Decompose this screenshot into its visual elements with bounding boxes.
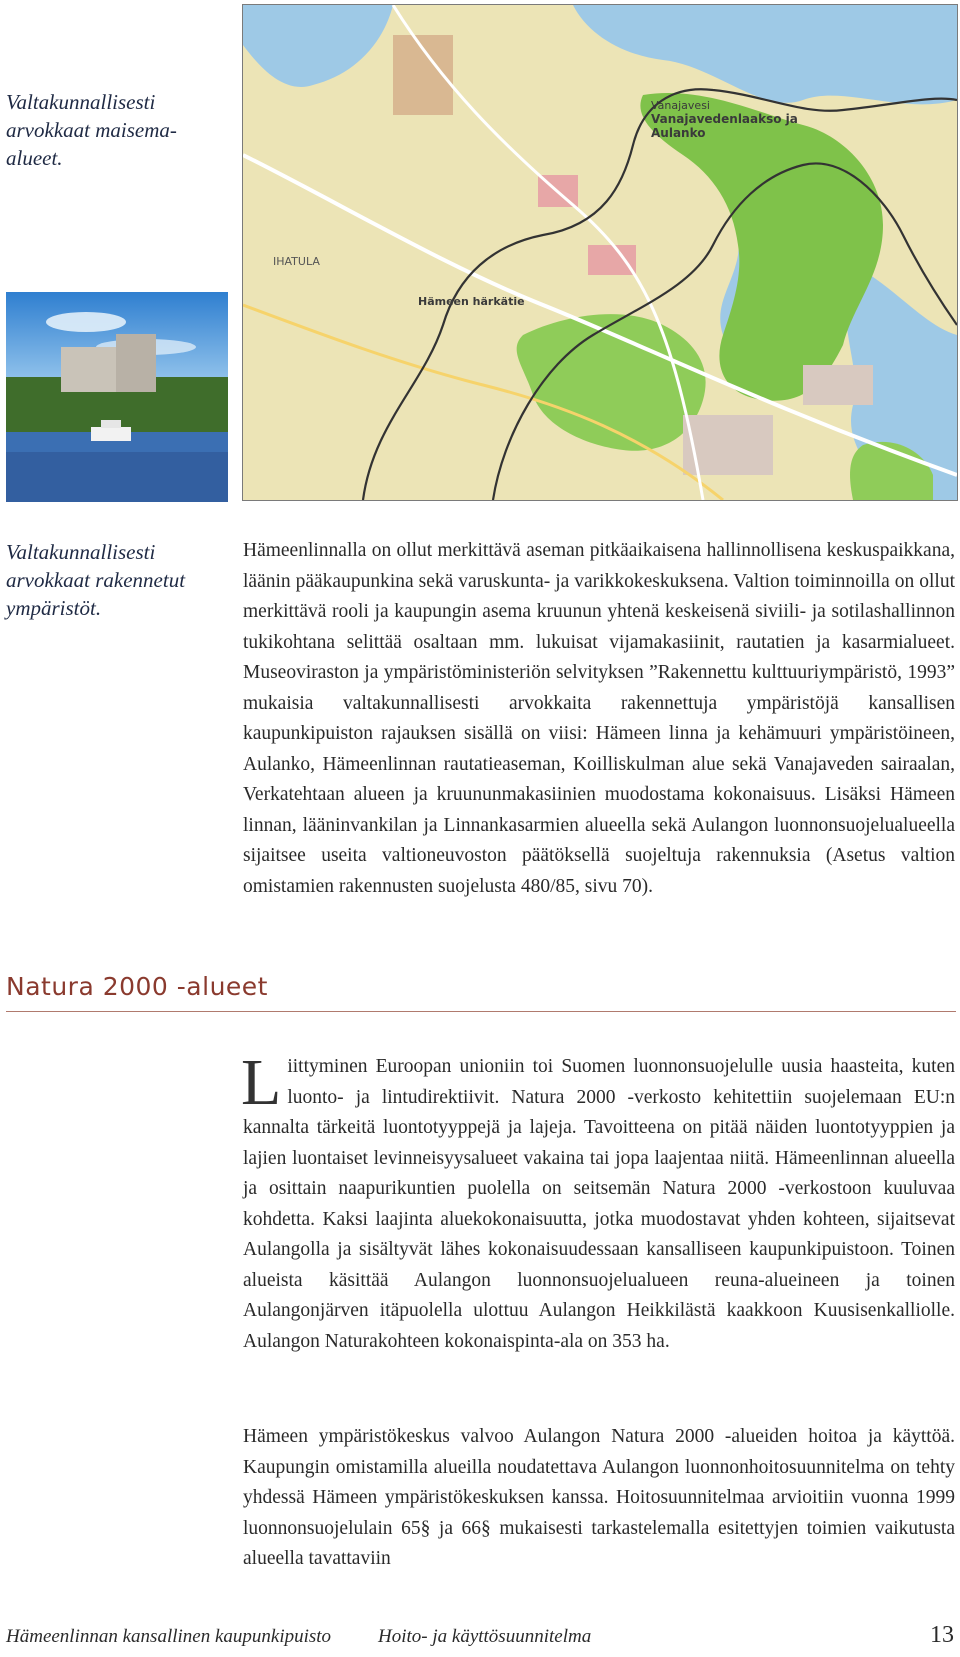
map-label-aulanko: Aulanko — [651, 126, 706, 140]
caption-built-environments: Valtakunnallisesti arvokkaat rakennetut ympäristöt. — [6, 540, 186, 620]
paragraph-built-environments — [243, 536, 955, 902]
map-label-ihatula: IHATULA — [273, 255, 320, 268]
map-label-vanajavedenlaakso: Vanajavedenlaakso ja — [651, 112, 798, 126]
footer-document-title: Hoito- ja käyttösuunnitelma — [378, 1626, 592, 1647]
section-divider — [6, 1011, 956, 1012]
footer-publication-title: Hämeenlinnan kansallinen kaupunkipuisto — [6, 1626, 332, 1647]
page-number: 13 — [930, 1622, 954, 1648]
drop-cap: L — [241, 1046, 282, 1119]
photo-lake-buildings — [6, 292, 228, 502]
section-heading-natura: Natura 2000 -alueet — [6, 972, 268, 1001]
map-label-harkatie: Hämeen härkätie — [418, 295, 525, 308]
caption-landscape-areas: Valtakunnallisesti arvokkaat maisema- alueet. — [6, 90, 177, 170]
map-figure — [242, 4, 958, 501]
paragraph-natura-management-text: Hämeen ympäristökeskus valvoo Aulangon Natura 2000 -alueiden hoitoa ja käyttöä. Kaupungin omistamilla alueilla noudatettava Aulangon luonnonhoitosuunnitelma on tehty yhdessä Hämeen ympäristökeskuksen kanssa. Hoitosuunnitelmaa arvioitiin vuonna 1999 luonnonsuojelulain 65§ ja 66§ mukaisesti tarkastelemalla esitettyjen toimien vaikutusta alueella tavattaviin — [243, 1426, 955, 1569]
paragraph-built-text: Hämeenlinnalla on ollut merkittävä aseman pitkäaikaisena hallinnollisena keskuspaikkana, läänin pääkaupunkina sekä varuskunta- ja varikkokeskuksena. Valtion toiminnoilla on ollut merkittävä rooli ja kaupungin asema kruunun yhtenä keskeisenä siviili- ja sotilashallinnon tukikohtana selittää osaltaan mm. lukuisat vijamakasiinit, rautatien ja kasarmialueet. Museoviraston ja ympäristöministeriön selvityksen ”Rakennettu kulttuuriympäristö, 1993” mukaisia valtakunnallisesti arvokkaita rakennettuja ympäristöjä kansallisen kaupunkipuiston rajauksen sisällä on viisi: Hämeen linna ja kehämuuri ympäristöineen, Aulanko, Hämeenlinnan rautatieaseman, Koilliskulman alue sekä Vanajaveden sairaalan, Verkatehtaan alueen ja kruununmakasiinien muodostama kokonaisuus. Lisäksi Hämeen linnan, lääninvankilan ja Linnankasarmien alueella sekä Aulangon luonnonsuojelualueella sijaitsee useita valtioneuvoston päätöksellä suojeltuja rakennuksia (Asetus valtion omistamien rakennusten suojelusta 480/85, sivu 70). — [243, 540, 955, 897]
paragraph-natura-intro-text: iittyminen Euroopan unioniin toi Suomen luonnonsuojelulle uusia haasteita, kuten luonto- ja lintudirektiivit. Natura 2000 -verkosto kehitettiin suojelemaan EU:n kannalta tärkeitä luontotyyppejä ja lajeja. Tavoitteena on pitää näiden luontotyyppien ja lajien luontaiset levinneisyysalueet vakaina tai jopa laajentaa niitä. Hämeenlinnan alueella ja osittain naapurikuntien puolella on seitsemän Natura 2000 -verkostoon kuuluvaa kohdetta. Kaksi laajinta aluekokonaisuutta, jotka muodostavat yhden kohteen, sijaitsevat Aulangolla ja sisältyvät lähes kokonaisuudessaan kansalliseen kaupunkipuistoon. Toinen alueista käsittää Aulangon luonnonsuojelualueen reuna-alueineen ja toinen Aulangonjärven itäpuolella ulottuu Aulangon Heikkilästä kaakkoon Kuusisenkalliolle. Aulangon Naturakohteen kokonaispinta-ala on 353 ha. — [243, 1056, 955, 1352]
map-label-vanajavesi: Vanajavesi — [651, 99, 710, 112]
map-graphic — [243, 5, 957, 500]
paragraph-natura-intro — [241, 1046, 955, 1357]
paragraph-natura-management — [243, 1422, 955, 1575]
